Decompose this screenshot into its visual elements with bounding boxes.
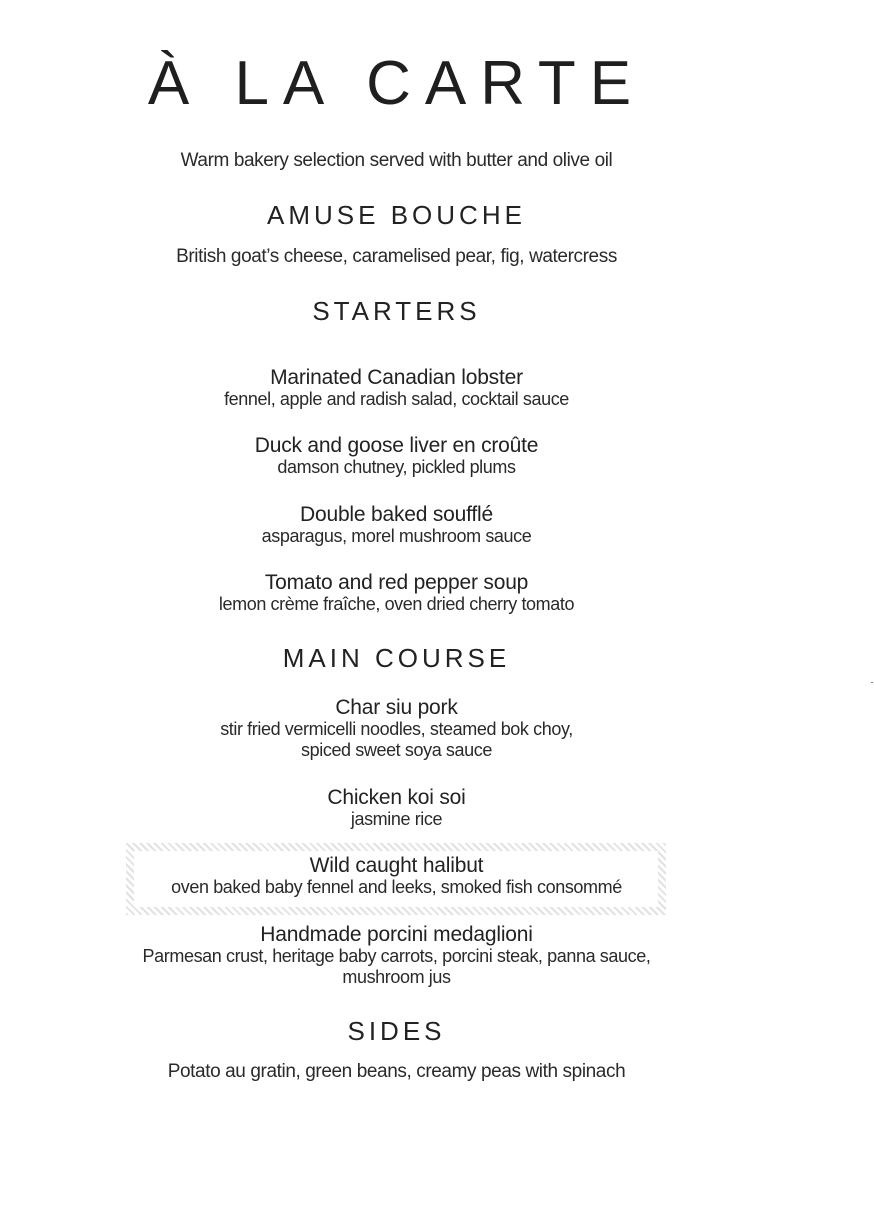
dish-description: Parmesan crust, heritage baby carrots, porcini steak, panna sauce, xyxy=(142,946,651,966)
menu-title: À LA CARTE xyxy=(147,49,646,118)
dish-description: stir fried vermicelli noodles, steamed bok choy, xyxy=(220,719,573,739)
dish-description: fennel, apple and radish salad, cocktail sauce xyxy=(224,389,569,409)
starter-item xyxy=(0,571,793,615)
starters-heading: STARTERS xyxy=(312,296,481,326)
dish-description: spiced sweet soya sauce xyxy=(301,740,492,760)
dish-name: Chicken koi soi xyxy=(327,786,466,809)
main-item xyxy=(0,923,793,988)
dish-description: lemon crème fraîche, oven dried cherry tomato xyxy=(218,594,575,614)
dish-description: mushroom jus xyxy=(342,967,451,987)
dish-description: damson chutney, pickled plums xyxy=(277,457,516,477)
amuse-bouche-text: British goat’s cheese, caramelised pear, fig, watercress xyxy=(176,246,617,267)
dish-description: oven baked baby fennel and leeks, smoked fish consommé xyxy=(171,877,622,897)
dish-name: Marinated Canadian lobster xyxy=(270,366,523,389)
sides-heading: SIDES xyxy=(347,1016,446,1046)
starter-item xyxy=(0,434,793,478)
dish-name: Char siu pork xyxy=(335,696,458,719)
main-course-heading: MAIN COURSE xyxy=(282,643,511,673)
dish-name: Double baked soufflé xyxy=(300,503,493,526)
bakery-intro: Warm bakery selection served with butter and olive oil xyxy=(180,150,613,171)
dish-name: Handmade porcini medaglioni xyxy=(260,923,533,946)
starter-item xyxy=(0,366,793,410)
main-item xyxy=(0,786,793,830)
sides-text: Potato au gratin, green beans, creamy peas with spinach xyxy=(167,1061,626,1082)
starter-item xyxy=(0,503,793,547)
stray-mark xyxy=(871,682,873,683)
dish-description: asparagus, morel mushroom sauce xyxy=(261,526,532,546)
dish-name: Duck and goose liver en croûte xyxy=(254,434,539,457)
main-item-featured xyxy=(0,854,793,898)
dish-description: jasmine rice xyxy=(350,809,443,829)
main-item xyxy=(0,696,793,761)
dish-name: Tomato and red pepper soup xyxy=(264,571,529,594)
amuse-bouche-heading: AMUSE BOUCHE xyxy=(267,200,526,230)
dish-name: Wild caught halibut xyxy=(309,854,484,877)
